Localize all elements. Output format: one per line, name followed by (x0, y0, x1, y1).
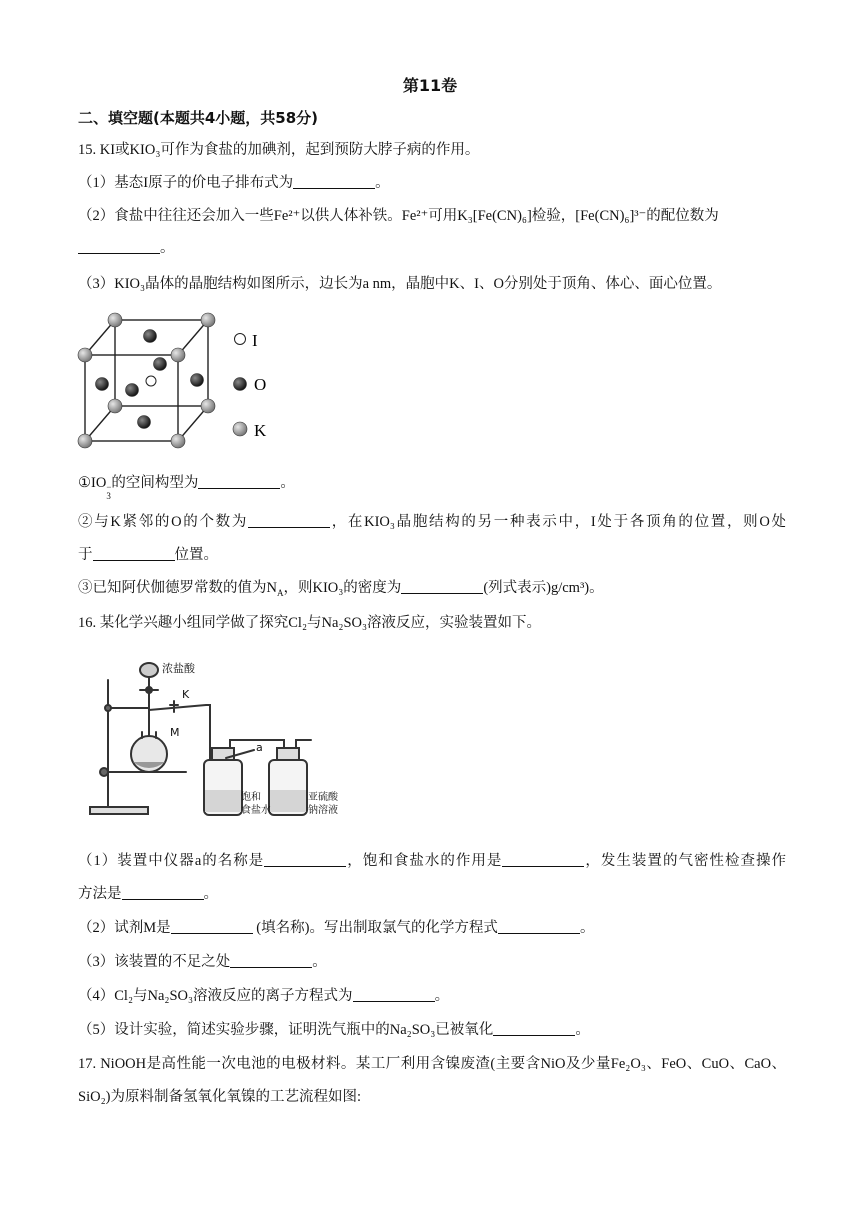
q15-sub1: ①IO − 3 的空间构型为 。 (78, 475, 295, 501)
label-brine-1: 饱和 (241, 792, 261, 803)
q16-part5: （5）设计实验，简述实验步骤，证明洗气瓶中的Na₂SO₃已被氧化 。 (78, 1022, 590, 1038)
q17-stem-line2: SiO₂)为原料制备氢氧化氧镍的工艺流程如图: (78, 1089, 361, 1105)
answer-blank[interactable] (293, 174, 375, 189)
label-conc-hcl: 浓盐酸 (162, 662, 195, 675)
answer-blank[interactable] (401, 579, 483, 594)
answer-blank[interactable] (248, 513, 330, 528)
q16-part1: （1）装置中仪器a的名称是 ，饱和食盐水的作用是 ，发生装置的气密性检查操作 (78, 853, 786, 869)
label-sulfite-1: 亚硫酸 (308, 792, 338, 803)
apparatus-figure (86, 650, 356, 835)
answer-blank[interactable] (493, 1021, 575, 1036)
legend-label-o: O (254, 375, 267, 394)
answer-blank[interactable] (78, 239, 160, 254)
label-sulfite-2: 钠溶液 (308, 805, 338, 816)
q15-stem: 15. KI或KIO₃可作为食盐的加碘剂，起到预防大脖子病的作用。 (78, 142, 480, 158)
q17-stem-line1: 17. NiOOH是高性能一次电池的电极材料。某工厂利用含镍废渣(主要含NiO及少量Fe₂O₃、FeO、CuO、CaO、 (78, 1056, 786, 1072)
q15-sub2: ②与K紧邻的O的个数为 ，在KIO₃晶胞结构的另一种表示中，I处于各顶角的位置，则O处 (78, 514, 786, 530)
legend-label-i: I (252, 331, 258, 350)
answer-blank[interactable] (93, 546, 175, 561)
answer-blank[interactable] (502, 852, 584, 867)
answer-blank[interactable] (264, 852, 346, 867)
crystal-cell-figure (70, 308, 290, 458)
label-brine-2: 食盐水 (241, 805, 271, 816)
answer-blank[interactable] (198, 474, 280, 489)
answer-blank[interactable] (122, 885, 204, 900)
legend-label-k: K (254, 421, 267, 440)
label-instrument-a: a (256, 741, 263, 754)
q15-part3: （3）KIO₃晶体的晶胞结构如图所示，边长为a nm，晶胞中K、I、O分别处于顶角、体心、面心位置。 (78, 276, 722, 292)
section-heading: 二、填空题(本题共4小题，共58分) (78, 109, 319, 127)
label-reagent-m: M (170, 726, 180, 739)
page-title: 第11卷 (402, 76, 458, 95)
answer-blank[interactable] (230, 953, 312, 968)
q15-sub3: ③已知阿伏伽德罗常数的值为$N_A$，则KIO₃的密度为 (列式表示)g/cm³)。 (78, 580, 604, 598)
q16-part1-cont: 方法是 。 (78, 886, 218, 902)
label-valve-k: K (182, 688, 190, 701)
answer-blank[interactable] (498, 919, 580, 934)
q16-part2: （2）试剂M是 (填名称)。写出制取氯气的化学方程式 。 (78, 920, 595, 936)
answer-blank[interactable] (171, 919, 253, 934)
q16-part4: （4）Cl₂与Na₂SO₃溶液反应的离子方程式为 。 (78, 988, 450, 1004)
q15-part1: （1）基态I原子的价电子排布式为 。 (78, 175, 390, 191)
q15-sub2-cont: 于 位置。 (78, 547, 218, 563)
q15-part2-answer: 。 (78, 238, 175, 258)
answer-blank[interactable] (353, 987, 435, 1002)
q16-stem: 16. 某化学兴趣小组同学做了探究Cl₂与Na₂SO₃溶液反应，实验装置如下。 (78, 615, 542, 631)
q15-part2: （2）食盐中往往还会加入一些Fe²⁺以供人体补铁。Fe²⁺可用K₃[Fe(CN)₆]检验，[Fe(CN)₆]³⁻的配位数为 (78, 208, 719, 224)
q16-part3: （3）该装置的不足之处 。 (78, 954, 327, 970)
